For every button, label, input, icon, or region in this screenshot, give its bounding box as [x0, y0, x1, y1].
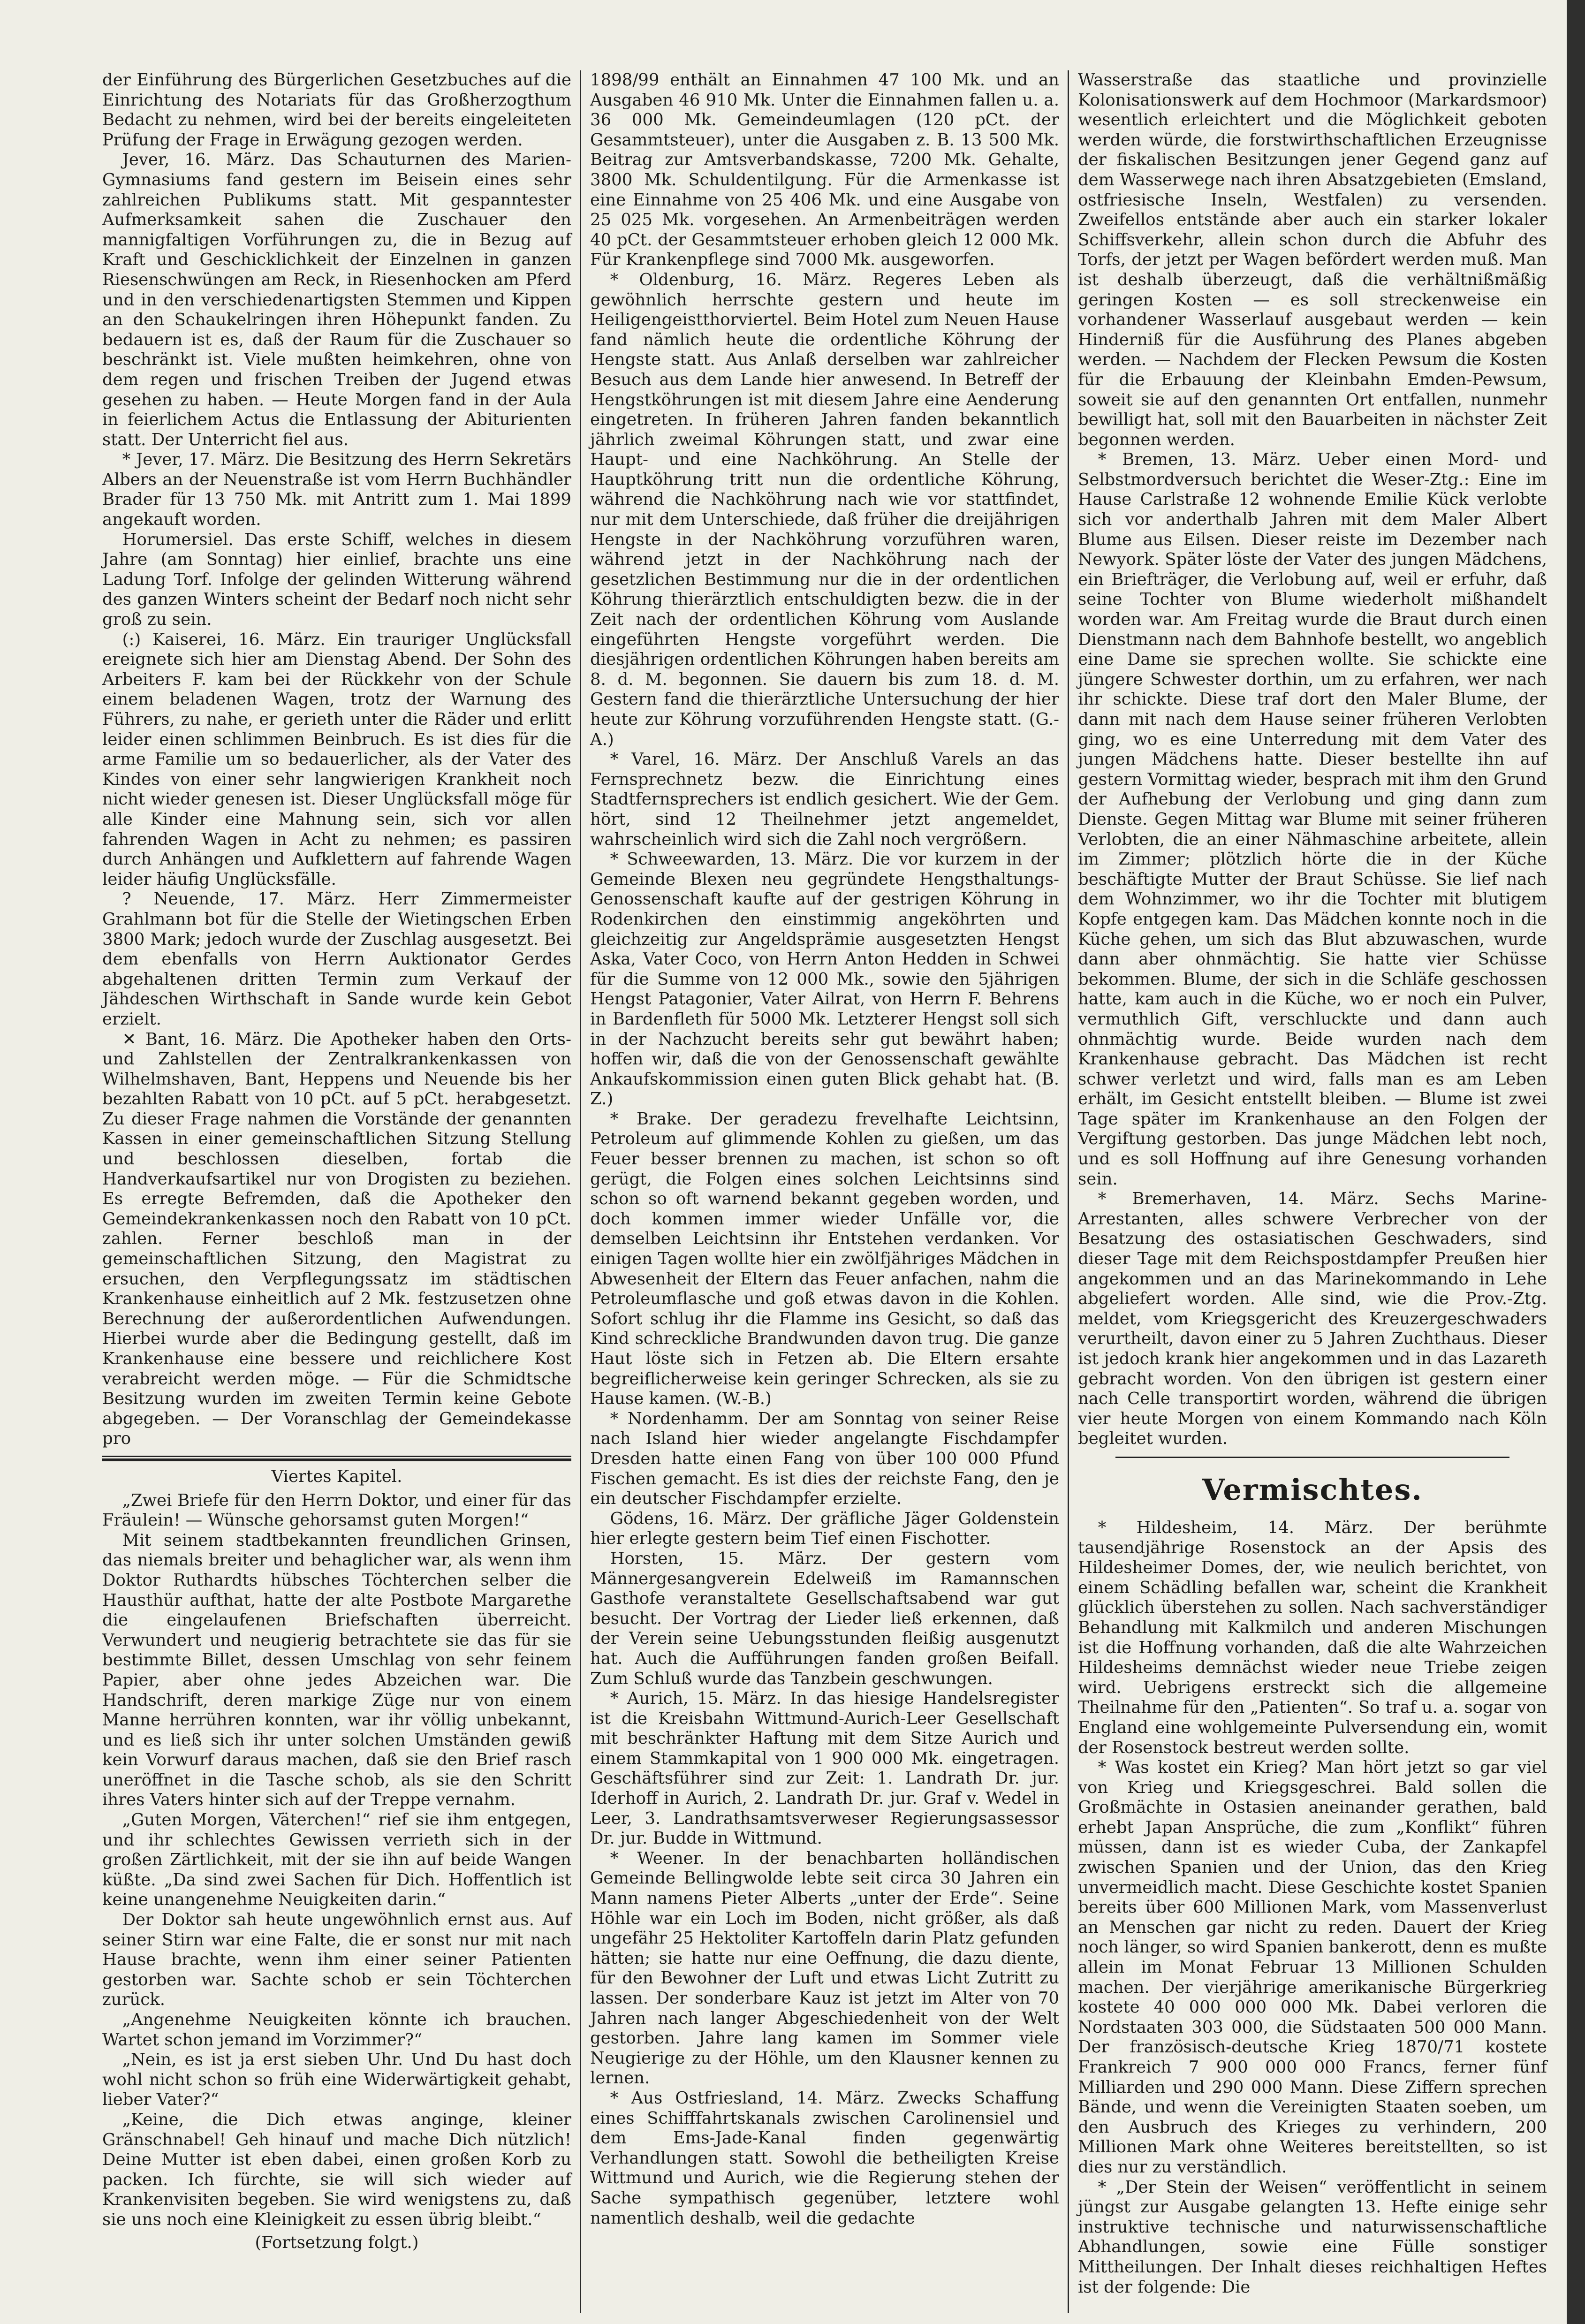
- scan-edge: [1567, 0, 1585, 2324]
- article-weener: * Weener. In der benachbarten holländischen Gemeinde Bellingwolde lebte seit circa 30 Jahren ein Mann namens Pieter Alberts „unter der Erde“. Seine Höhle war ein Loch im Boden, nicht größer, als daß ungefähr 25 Hektoliter Kartoffeln darin Platz gefunden hätten; sie hatte nur eine Oeffnung, die dazu diente, für den Bewohner der Luft und etwas Licht Zutritt zu lassen. Der sonderbare Kauz ist jetzt im Alter von 70 Jahren nach langer Abgeschiedenheit von der Welt gestorben. Jahre lang kamen im Sommer viele Neugierige zu der Höhle, um den Klausner kennen zu lernen.: [590, 1848, 1059, 2088]
- story-paragraph: „Angenehme Neuigkeiten könnte ich brauchen. Wartet schon jemand im Vorzimmer?“: [102, 2010, 571, 2050]
- article-oldenburg: * Oldenburg, 16. März. Regeres Leben als gewöhnlich herrschte gestern und heute im Heiligengeistthorviertel. Beim Hotel zum Neuen Hause fand nämlich heute die ordentliche Köhrung der Hengste statt. Aus Anlaß derselben war zahlreicher Besuch aus dem Lande hier anwesend. In Betreff der Hengstköhrungen ist mit diesem Jahre eine Aenderung eingetreten. In früheren Jahren fanden bekanntlich jährlich zweimal Köhrungen statt, und zwar eine Haupt- und eine Nachköhrung. An Stelle der Hauptköhrung tritt nun die ordentliche Köhrung, während die Nachköhrung nach wie vor stattfindet, nur mit dem Unterschiede, daß früher die dreijährigen Hengste in der Nachköhrung vorzuführen waren, während jetzt in der Nachköhrung nach der gesetzlichen Bestimmung nur die in der ordentlichen Köhrung thierärztlich entschuldigten bezw. die in der Zeit nach der ordentlichen Köhrung vom Auslande eingeführten Hengste vorgeführt werden. Die diesjährigen ordentlichen Köhrungen haben bereits am 8. d. M. begonnen. Sie dauern bis zum 18. d. M. Gestern fand die thierärztliche Untersuchung der hier heute zur Köhrung vorzuführenden Hengste statt. (G.-A.): [590, 270, 1059, 749]
- article-continuation: Wasserstraße das staatliche und provinzielle Kolonisationswerk auf dem Hochmoor (Markardsmoor) wesentlich erleichtert und die Möglichkeit geboten werden würde, die forstwirthschaftlichen Erzeugnisse der fiskalischen Besitzungen jener Gegend ganz auf dem Wasserwege nach ihren Absatzgebieten (Emsland, ostfriesische Inseln, Westfalen) zu versenden. Zweifellos entstände aber auch ein starker lokaler Schiffsverkehr, allein schon durch die Abfuhr des Torfs, der jetzt per Wagen befördert werden muß. Man ist deshalb überzeugt, daß die verhältnißmäßig geringen Kosten — es soll streckenweise ein vorhandener Wasserlauf ausgebaut werden — kein Hinderniß für die Ausführung des Planes abgeben werden. — Nachdem der Flecken Pewsum die Kosten für die Erbauung der Kleinbahn Emden-Pewsum, soweit sie auf den genannten Ort entfallen, nunmehr bewilligt hat, soll mit den Bauarbeiten in nächster Zeit begonnen werden.: [1078, 70, 1547, 449]
- section-title: Vermischtes.: [1202, 1472, 1423, 1507]
- story-paragraph: Der Doktor sah heute ungewöhnlich ernst aus. Auf seiner Stirn war eine Falte, die er sonst nur mit nach Hause brachte, wenn ihm einer seiner Patienten gestorben war. Sachte schob er sein Töchterchen zurück.: [102, 1910, 571, 2010]
- article-schweewarden: * Schweewarden, 13. März. Die vor kurzem in der Gemeinde Blexen neu gegründete Hengsthaltungs-Genossenschaft kaufte auf der gestrigen Köhrung in Rodenkirchen den einstimmig angeköhrten und gleichzeitig zur Angeldsprämie ausgesetzten Hengst Aska, Vater Coco, von Herrn Anton Hedden in Schwei für die Summe von 12 000 Mk., sowie den 5jährigen Hengst Patagonier, Vater Ailrat, von Herrn F. Behrens in Bardenfleth für 5000 Mk. Letzterer Hengst soll sich in der Nachzucht bereits sehr gut bewährt haben; hoffen wir, daß die von der Genossenschaft gewählte Ankaufskommission einen guten Blick gehabt hat. (B. Z.): [590, 850, 1059, 1109]
- continuation-note: (Fortsetzung folgt.): [255, 2233, 419, 2252]
- article-goedens: Gödens, 16. März. Der gräfliche Jäger Goldenstein hier erlegte gestern beim Tief einen Fischotter.: [590, 1509, 1059, 1549]
- article-neuende: ? Neuende, 17. März. Herr Zimmermeister Grahlmann bot für die Stelle der Wietingschen Erben 3800 Mark; jedoch wurde der Zuschlag ausgesetzt. Bei dem ebenfalls von Herrn Auktionator Gerdes abgehaltenen dritten Termin zum Verkauf der Jähdeschen Wirthschaft in Sande wurde kein Gebot erzielt.: [102, 889, 571, 1029]
- story-paragraph: „Guten Morgen, Väterchen!“ rief sie ihm entgegen, und ihr schlechtes Gewissen verrieth sich in der großen Zärtlichkeit, mit der sie ihn auf beide Wangen küßte. „Da sind zwei Sachen für Dich. Hoffentlich ist keine unangenehme Neuigkeiten darin.“: [102, 1810, 571, 1910]
- article-hildesheim: * Hildesheim, 14. März. Der berühmte tausendjährige Rosenstock an der Apsis des Hildesheimer Domes, der, wie neulich berichtet, von einem Schädling befallen war, scheint die Krankheit glücklich überstehen zu sollen. Nach sachverständiger Behandlung mit Kalkmilch und anderen Mischungen ist die Hoffnung vorhanden, daß die alte Wahrzeichen Hildesheims demnächst wieder neue Triebe zeigen wird. Uebrigens erstreckt sich die allgemeine Theilnahme für den „Patienten“. So traf u. a. sogar von England eine wohlgemeinte Pulversendung ein, womit der Rosenstock bestreut werden sollte.: [1078, 1518, 1547, 1757]
- article-bremen: * Bremen, 13. März. Ueber einen Mord- und Selbstmordversuch berichtet die Weser-Ztg.: Eine im Hause Carlstraße 12 wohnende Emilie Kück verlobte sich vor anderthalb Jahren mit dem Maler Albert Blume aus Eilsen. Dieser reiste im Dezember nach Newyork. Später löste der Vater des jungen Mädchens, ein Briefträger, die Verlobung auf, weil er erfuhr, daß seine Tochter von Blume wiederholt mißhandelt worden war. Am Freitag wurde die Braut durch einen Dienstmann nach dem Bahnhofe bestellt, wo angeblich eine Dame sie sprechen wollte. Sie schickte eine jüngere Schwester dorthin, um zu erfahren, wer nach ihr schickte. Diese traf dort den Maler Blume, der dann mit nach dem Hause seiner früheren Verlobten ging, wo es eine Unterredung mit dem Vater des jungen Mädchens hatte. Dieser bestellte ihn auf gestern Vormittag wieder, besprach mit ihm den Grund der Aufhebung der Verlobung und ging dann zum Dienste. Gegen Mittag war Blume mit seiner früheren Verlobten, die an einer Nähmaschine arbeitete, allein im Zimmer; plötzlich hörte die in der Küche beschäftigte Mutter der Braut Schüsse. Sie lief nach dem Wohnzimmer, wo ihr die Tochter mit blutigem Kopfe entgegen kam. Das Mädchen konnte noch in die Küche gehen, um sich das Blut abzuwaschen, wurde dann aber ohnmächtig. Sie hatte vier Schüsse bekommen. Blume, der sich in die Schläfe geschossen hatte, kam auch in die Küche, wo er noch ein Pulver, vermuthlich Gift, verschluckte und dann auch ohnmächtig wurde. Beide wurden nach dem Krankenhause gebracht. Das Mädchen ist recht schwer verletzt und wird, falls man es am Leben erhält, im Gesicht entstellt bleiben. — Blume ist zwei Tage später im Krankenhause an den Folgen der Vergiftung gestorben. Das junge Mädchen lebt noch, und es soll Hoffnung auf ihre Genesung vorhanden sein.: [1078, 450, 1547, 1189]
- feuilleton-separator: [102, 1456, 571, 1461]
- article-jever-2: * Jever, 17. März. Die Besitzung des Herrn Sekretärs Albers an der Neuenstraße ist vom Herrn Buchhändler Brader für 13 750 Mk. mit Antritt zum 1. Mai 1899 angekauft worden.: [102, 450, 571, 530]
- column-rule-1: [580, 70, 581, 2313]
- article-kaiserei: (:) Kaiserei, 16. März. Ein trauriger Unglücksfall ereignete sich hier am Dienstag Abend. Der Sohn des Arbeiters F. kam bei der Rückkehr von der Schule einem beladenen Wagen, trotz der Warnung des Führers, zu nahe, er gerieth unter die Räder und erlitt leider einen schlimmen Beinbruch. Es ist dies für die arme Familie um so bedauerlicher, als der Vater des Kindes von einer sehr langwierigen Krankheit noch nicht wieder genesen ist. Dieser Unglücksfall möge für alle Kinder eine Mahnung sein, sich vor allen fahrenden Wagen in Acht zu nehmen; es passiren durch Anhängen und Aufklettern auf fahrende Wagen leider häufig Unglücksfälle.: [102, 630, 571, 889]
- article-brake: * Brake. Der geradezu frevelhafte Leichtsinn, Petroleum auf glimmende Kohlen zu gießen, um das Feuer besser brennen zu machen, ist schon so oft gerügt, die Folgen eines solchen Leichtsinns sind schon so oft warnend bekannt gegeben worden, und doch kommen immer wieder Unfälle vor, die demselben Leichtsinn ihr Entstehen verdanken. Vor einigen Tagen wollte hier ein zwölfjähriges Mädchen in Abwesenheit der Eltern das Feuer anfachen, nahm die Petroleumflasche und goß etwas davon in die Kohlen. Sofort schlug ihr die Flamme ins Gesicht, so daß das Kind schreckliche Brandwunden davon trug. Die ganze Haut löste sich in Fetzen ab. Die Eltern ersahte begreiflicherweise kein geringer Schrecken, als sie zu Hause kamen. (W.-B.): [590, 1109, 1059, 1409]
- story-paragraph: „Zwei Briefe für den Herrn Doktor, und einer für das Fräulein! — Wünsche gehorsamst guten Morgen!“: [102, 1490, 571, 1530]
- article-continuation: der Einführung des Bürgerlichen Gesetzbuches auf die Einrichtung des Notariats für das Großherzogthum Bedacht zu nehmen, wird bei der bereits eingeleiteten Prüfung der Frage in Erwägung gezogen werden.: [102, 70, 571, 150]
- story-paragraph: Mit seinem stadtbekannten freundlichen Grinsen, das niemals breiter und behaglicher war, als wenn ihm Doktor Ruthardts hübsches Töchterchen selber die Hausthür aufthat, hatte der alte Postbote Margarethe die eingelaufenen Briefschaften überreicht. Verwundert und neugierig betrachtete sie das für sie bestimmte Billet, dessen Umschlag von sehr feinem Papier, aber ohne jedes Abzeichen war. Die Handschrift, deren markige Züge nur von einem Manne herrühren konnten, war ihr völlig unbekannt, und es ließ sich ihr unter solchen Umständen gewiß kein Vorwurf daraus machen, daß sie den Brief rasch uneröffnet in die Tasche schob, als sie den Schritt ihres Vaters hinter sich auf der Treppe vernahm.: [102, 1530, 571, 1810]
- article-jever-1: Jever, 16. März. Das Schauturnen des Marien-Gymnasiums fand gestern im Beisein eines sehr zahlreichen Publikums statt. Mit gespanntester Aufmerksamkeit sahen die Zuschauer den mannigfaltigen Vorführungen zu, die in Bezug auf Kraft und Geschicklichkeit der Einzelnen in ganzen Riesenschwüngen am Reck, in Riesenhocken am Pferd und in den verschiedenartigsten Stemmen und Kippen an den Schaukelringen ihren Höhepunkt fanden. Zu bedauern ist es, daß der Raum für die Zuschauer so beschränkt ist. Viele mußten heimkehren, ohne von dem regen und frischen Treiben der Jugend etwas gesehen zu haben. — Heute Morgen fand in der Aula in feierlichem Actus die Entlassung der Abiturienten statt. Der Unterricht fiel aus.: [102, 150, 571, 449]
- article-stein-der-weisen: * „Der Stein der Weisen“ veröffentlicht in seinem jüngst zur Ausgabe gelangten 13. Hefte einige sehr instruktive technische und naturwissenschaftliche Abhandlungen, sowie eine Fülle sonstiger Mittheilungen. Der Inhalt dieses reichhaltigen Heftes ist der folgende: Die: [1078, 2177, 1547, 2297]
- column-rule-2: [1068, 70, 1069, 2313]
- article-budget: 1898/99 enthält an Einnahmen 47 100 Mk. und an Ausgaben 46 910 Mk. Unter die Einnahmen fallen u. a. 36 000 Mk. Gemeindeumlagen (120 pCt. der Gesammtsteuer), unter die Ausgaben z. B. 13 500 Mk. Beitrag zur Amtsverbandskasse, 7200 Mk. Gehalte, 3800 Mk. Schuldentilgung. Für die Armenkasse ist eine Einnahme von 25 406 Mk. und eine Ausgabe von 25 025 Mk. vorgesehen. An Armenbeiträgen werden 40 pCt. der Gesammtsteuer erhoben gleich 12 000 Mk. Für Krankenpflege sind 7000 Mk. ausgeworfen.: [590, 70, 1059, 270]
- article-bremerhaven: * Bremerhaven, 14. März. Sechs Marine-Arrestanten, alles schwere Verbrecher von der Besatzung des ostasiatischen Geschwaders, sind dieser Tage mit dem Reichspostdampfer Preußen hier angekommen und an das Marinekommando in Lehe abgeliefert worden. Alle sind, wie die Prov.-Ztg. meldet, vom Kriegsgericht des Kreuzergeschwaders verurtheilt, davon einer zu 5 Jahren Zuchthaus. Dieser ist jedoch krank hier angekommen und in das Lazareth gebracht worden. Von den übrigen ist gestern einer nach Celle transportirt worden, während die übrigen vier heute Morgen von einem Kommando nach Köln begleitet wurden.: [1078, 1189, 1547, 1449]
- article-horsten: Horsten, 15. März. Der gestern vom Männergesangverein Edelweiß im Ramannschen Gasthofe veranstaltete Gesellschaftsabend war gut besucht. Der Vortrag der Lieder ließ erkennen, daß der Verein seine Uebungsstunden fleißig ausgenutzt hat. Auch die Aufführungen fanden großen Beifall. Zum Schluß wurde das Tanzbein geschwungen.: [590, 1549, 1059, 1688]
- article-krieg: * Was kostet ein Krieg? Man hört jetzt so gar viel von Krieg und Kriegsgeschrei. Bald sollen die Großmächte in Ostasien aneinander gerathen, bald erhebt Japan Ansprüche, die zum „Konflikt“ führen müssen, dann ist es wieder Cuba, der Zankapfel zwischen Spanien und der Union, das den Krieg unvermeidlich macht. Diese Geschichte kostet Spanien bereits über 600 Millionen Mark, vom Massenverlust an Menschen gar nicht zu reden. Dauert der Krieg noch länger, so wird Spanien bankerott, denn es mußte allein im Monat Februar 13 Millionen Schulden machen. Der vierjährige amerikanische Bürgerkrieg kostete 40 000 000 000 Mk. Dabei verloren die Nordstaaten 303 000, die Südstaaten 500 000 Mann. Der französisch-deutsche Krieg 1870/71 kostete Frankreich 7 900 000 000 Francs, ferner fünf Milliarden und 290 000 Mann. Diese Ziffern sprechen Bände, und wenn die Vereinigten Staaten soeben, um den Ausbruch des Krieges zu verhindern, 200 Millionen Mark ohne Weiteres bereitstellten, so ist dies nur zu verständlich.: [1078, 1758, 1547, 2177]
- story-paragraph: „Nein, es ist ja erst sieben Uhr. Und Du hast doch wohl nicht schon so früh eine Widerwärtigkeit gehabt, lieber Vater?“: [102, 2050, 571, 2110]
- chapter-heading: Viertes Kapitel.: [271, 1466, 402, 1486]
- column-3: [1078, 70, 1547, 2297]
- article-ostfriesland: * Aus Ostfriesland, 14. März. Zwecks Schaffung eines Schifffahrtskanals zwischen Carolinensiel und dem Ems-Jade-Kanal finden gegenwärtig Verhandlungen statt. Sowohl die betheiligten Kreise Wittmund und Aurich, wie die Regierung stehen der Sache sympathisch gegenüber, letztere wohl namentlich deshalb, weil die gedachte: [590, 2088, 1059, 2228]
- article-nordenhamm: * Nordenhamm. Der am Sonntag von seiner Reise nach Island hier wieder angelangte Fischdampfer Dresden hatte einen Fang von über 100 000 Pfund Fischen gemacht. Es ist dies der reichste Fang, den je ein deutscher Fischdampfer erzielte.: [590, 1409, 1059, 1509]
- article-varel: * Varel, 16. März. Der Anschluß Varels an das Fernsprechnetz bezw. die Einrichtung eines Stadtfernsprechers ist endlich gesichert. Wie der Gem. hört, sind 12 Theilnehmer jetzt angemeldet, wahrscheinlich wird sich die Zahl noch vergrößern.: [590, 750, 1059, 849]
- section-separator: [1115, 1457, 1509, 1458]
- story-paragraph: „Keine, die Dich etwas anginge, kleiner Gränschnabel! Geh hinauf und mache Dich nützlich! Deine Mutter ist eben dabei, einen großen Korb zu packen. Ich fürchte, sie will sich wieder auf Krankenvisiten begeben. Sie wird wenigstens zu, daß sie uns noch eine Kleinigkeit zu essen übrig bleibt.“: [102, 2110, 571, 2229]
- article-aurich: * Aurich, 15. März. In das hiesige Handelsregister ist die Kreisbahn Wittmund-Aurich-Leer Gesellschaft mit beschränkter Haftung mit dem Sitze Aurich und einem Stammkapital von 1 900 000 Mk. eingetragen. Geschäftsführer sind zur Zeit: 1. Landrath Dr. jur. Iderhoff in Aurich, 2. Landrath Dr. jur. Graf v. Wedel in Leer, 3. Landrathsamtsverweser Regierungsassessor Dr. jur. Budde in Wittmund.: [590, 1689, 1059, 1848]
- column-1: [102, 70, 571, 2253]
- article-bant: ✕ Bant, 16. März. Die Apotheker haben den Orts- und Zahlstellen der Zentralkrankenkassen von Wilhelmshaven, Bant, Heppens und Neuende bis her bezahlten Rabatt von 10 pCt. auf 5 pCt. herabgesetzt. Zu dieser Frage nahmen die Vorstände der genannten Kassen in einer gemeinschaftlichen Sitzung Stellung und beschlossen dieselben, fortab die Handverkaufsartikel nur von Drogisten zu beziehen. Es erregte Befremden, daß die Apotheker den Gemeindekrankenkassen noch den Rabatt von 10 pCt. zahlen. Ferner beschloß man in der gemeinschaftlichen Sitzung, den Magistrat zu ersuchen, den Verpflegungssatz im städtischen Krankenhause einheitlich auf 2 Mk. festzusetzen ohne Berechnung der außerordentlichen Aufwendungen. Hierbei wurde aber die Bedingung gestellt, daß im Krankenhause eine bessere und reichlichere Kost verabreicht werden möge. — Für die Schmidtsche Besitzung wurden im zweiten Termin keine Gebote abgegeben. — Der Voranschlag der Gemeindekasse pro: [102, 1029, 571, 1449]
- article-horumersiel: Horumersiel. Das erste Schiff, welches in diesem Jahre (am Sonntag) hier einlief, brachte uns eine Ladung Torf. Infolge der gelinden Witterung während des ganzen Winters scheint der Bedarf noch nicht sehr groß zu sein.: [102, 530, 571, 630]
- column-2: [590, 70, 1059, 2228]
